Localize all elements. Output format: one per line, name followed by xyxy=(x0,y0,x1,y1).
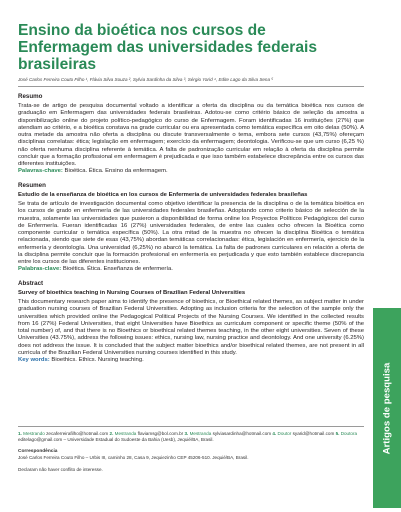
footnote-5-email[interactable]: editelago@gmail.com xyxy=(18,437,63,442)
footnote-divider xyxy=(18,426,364,427)
footnote-5-number: 5. xyxy=(335,431,340,436)
title-divider xyxy=(18,86,364,87)
footnote-4-number: 4. xyxy=(272,431,277,436)
footnote-4-label: Doutor xyxy=(277,431,292,436)
keywords-pt-label: Palavras-chave: xyxy=(18,168,63,175)
article-title: Ensino da bioética nos cursos de Enfermagem das universidades federais brasileiras xyxy=(18,22,318,73)
conflict-statement: Declaram não haver conflito de interesse. xyxy=(18,467,103,472)
footnote-3-label: Mestranda xyxy=(189,431,212,436)
footnotes xyxy=(18,426,364,473)
footnote-3-email[interactable]: sylviasardinha@hotmail.com xyxy=(212,431,272,436)
abstract-pt xyxy=(18,93,364,176)
author-list: José Carlos Ferreira Couto Filho ¹, Flávia Silva Souza ², Sylvia Sardinha da Silva ³, Sérgio Yarid ⁴, Edite Lago da Silva Sena ⁵ xyxy=(18,77,274,82)
footnote-3-number: 3. xyxy=(184,431,189,436)
keywords-en-label: Key words: xyxy=(18,357,50,363)
section-side-tab-label: Artigos de pesquisa xyxy=(381,362,393,454)
correspondence-text: José Carlos Ferreira Couto Filho – Urbis III, caminho 28, Casa 9, Jequiezinho CEP 45206-510. Jequié/BA, Brasil. xyxy=(18,455,249,460)
abstract-en-subtitle: Survey of bioethics teaching in Nursing Courses of Brazilian Federal Universities xyxy=(18,289,246,296)
keywords-es-label: Palabras-clave: xyxy=(18,266,62,273)
abstract-es-heading: Resumen xyxy=(18,181,46,189)
keywords-en xyxy=(18,357,364,364)
abstract-en-heading: Abstract xyxy=(18,279,44,287)
keywords-es xyxy=(18,266,364,273)
correspondence-heading: Correspondência xyxy=(18,449,58,454)
abstract-en xyxy=(18,280,364,365)
abstract-pt-body: Trata-se de artigo de pesquisa documental voltado a identificar a oferta da disciplina ou da temática bioética nos cursos de graduação em Enfermagem das universidades federais brasileiras. Adotou-se como critério básico de seleção da amostra a disponibilização online do projeto político-pedagógico do curso de Enfermagem. Foram identificadas 16 instituições (27%) que atendiam ao critério, e a bioética constava na grade curricular ou era apresentada como temática específica em oito delas (50%). A outra metade da amostra não oferta a disciplina ou discute transversalmente o tema, embora sete cursos (43,75%) ofereçam disciplinas correlatas: ética; legislação em enfermagem; exercício da enfermagem; deontologia. Verificou-se que um curso (6,25 %) não oferta nenhuma disciplina referente à temática. A falta de padronização curricular em relação à oferta da disciplina permite concluir que a formação profissional em enfermagem é prejudicada e que isso também estabelece discrepância entre os cursos das diferentes instituições. xyxy=(18,103,364,167)
section-side-tab xyxy=(373,308,401,508)
footnote-2-email[interactable]: flaviamsg@bol.com.br xyxy=(137,431,184,436)
footnote-1-label: Mestrando xyxy=(23,431,45,436)
footnote-institution: – Universidade Estadual do Sudoeste da Bahia (Uesb), Jequié/BA, Brasil. xyxy=(63,437,214,442)
article-content xyxy=(18,22,364,370)
keywords-pt-text: Bioética. Ética. Ensino da enfermagem. xyxy=(64,168,168,175)
abstract-pt-heading: Resumo xyxy=(18,93,43,100)
footnote-2-number: 2. xyxy=(109,431,114,436)
footnote-2-label: Mestranda xyxy=(114,431,137,436)
keywords-pt xyxy=(18,168,364,175)
footnote-1-number: 1. xyxy=(18,431,22,436)
footnote-4-email[interactable]: syarid@hotmail.com xyxy=(292,431,335,436)
abstract-es-subtitle: Estudio de la enseñanza de bioética en los cursos de Enfermería de universidades federales brasileñas xyxy=(18,191,308,198)
author-affiliations xyxy=(18,431,364,443)
keywords-es-text: Bioética. Ética. Enseñanza de enfermería. xyxy=(62,266,173,273)
abstract-es xyxy=(18,182,364,274)
abstract-es-body: Se trata de artículo de investigación documental como objetivo identificar la presencia de la disciplina o de la temática bioética en los cursos de grado en enfermería de las universidades federales brasileñas. Adoptando como criterio básico de selección de la muestra, solamente las universidades que pusieron a disponibilidad de forma online los Proyectos Políticos Pedagógicos del curso de Enfermería. Fueran identificadas 16 (27%) universidades federales, de entre las cuales ocho ofrecen la Bioética como componente curricular o temática específica (50%). La otra mitad de la muestra no ofrecen la disciplina Bioética o temática relacionada, siendo que siete de esas (43,75%) abordan temáticas correlacionadas: ética, legislación en enfermería, ejercicio de la enfermería y deontología. Una universidad (6,25%) no abarcó la temática. La falta de padrones curriculares en relación a oferta de la disciplina permite concluir que la formación profesional en enfermería es perjudicada y que esto también establece discrepancia entre los cursos de las diferentes instituciones. xyxy=(18,201,364,265)
keywords-en-text: Bioethics. Ethics. Nursing teaching. xyxy=(51,357,144,363)
footnote-5-label: Doutora xyxy=(340,431,358,436)
footnote-1-email[interactable]: zecaferreirafilho@hotmail.com xyxy=(46,431,109,436)
abstract-en-body: This documentary research paper aims to identify the presence of bioethics, or Bioethical related themes, as subject matter in under graduation nursing courses of Brazilian Federal Universities. Adopting as inclusion criteria for the selection of the sample only the universities which provided online the Pedagogical Political Projects of the Nursing Courses. We identified in the collected results from 16 (27%) Federal Universities, that eight Universities have Bioethics as curriculum component or specific theme (50% of the total number) of, and that there is no Bioethics or bioethical related themes teaching, in the other eight universities. Seven of these Universities (43.75%), address the following issues: ethics, nursing law, nursing practice and deontology. And one university (6.25%) does not address the issue. It is concluded that the subject matter bioethics and/or bioethical related themes, are not present in all curricula of the Brazilian Federal Universities nursing courses identified in this study. xyxy=(18,299,364,356)
